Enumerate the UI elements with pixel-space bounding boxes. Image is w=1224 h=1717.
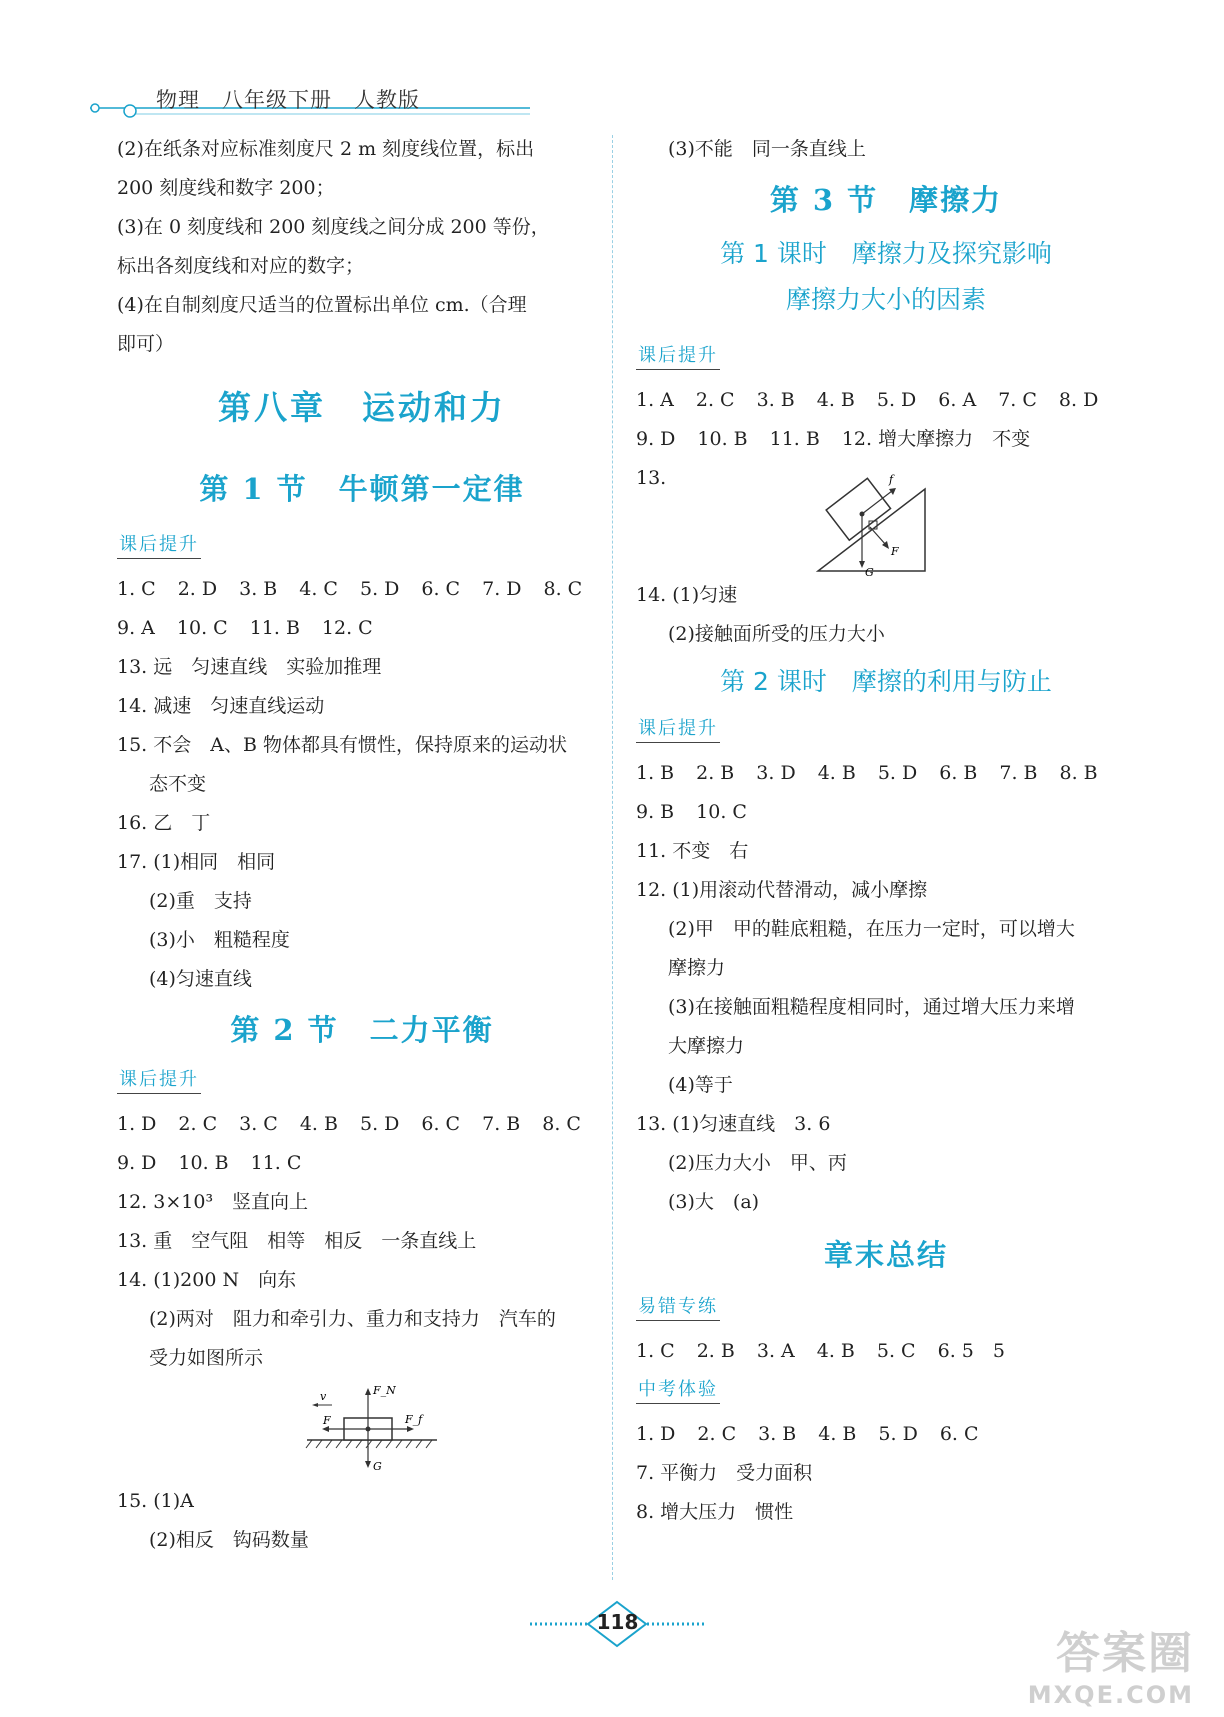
page-number: [530, 1600, 705, 1648]
lesson-title: 摩擦力大小的因素: [785, 285, 986, 314]
lesson-title: 第 1 课时 摩擦力及探究影响: [720, 239, 1052, 268]
text-line: (2)重 支持: [149, 890, 252, 912]
label-f: f: [889, 473, 894, 486]
answer-item: 1. B: [636, 762, 675, 784]
answer-item: 7. B: [482, 1113, 521, 1135]
text-line: 14. 减速 匀速直线运动: [117, 695, 325, 717]
text-line: 7. 平衡力 受力面积: [636, 1462, 813, 1484]
answer-item: 10. B: [697, 428, 748, 450]
text-line: (2)两对 阻力和牵引力、重力和支持力 汽车的: [149, 1308, 556, 1330]
right-column: [636, 130, 1136, 1532]
text-line: (3)大 (a): [668, 1191, 760, 1213]
answer-item: 4. B: [817, 762, 856, 784]
watermark-line1: 答案圈: [1056, 1628, 1194, 1679]
text-line: 15. (1)A: [117, 1490, 194, 1512]
answer-row: [636, 754, 1136, 793]
answer-item: 11. B: [769, 428, 820, 450]
answer-item: 12. C: [321, 617, 373, 639]
force-diagram-incline: [636, 459, 1136, 576]
answer-item: 9. D: [117, 1152, 157, 1174]
answer-item: 2. B: [696, 762, 735, 784]
text-line: 8. 增大压力 惯性: [636, 1501, 794, 1523]
answer-item: 3. D: [756, 762, 796, 784]
text-line: 15. 不会 A、B 物体都具有惯性，保持原来的运动状: [117, 734, 567, 756]
lesson-title: 第 2 课时 摩擦的利用与防止: [720, 667, 1052, 696]
text-line: 12. 3×10³ 竖直向上: [117, 1191, 309, 1213]
section-tag: 课后提升: [636, 716, 720, 743]
answer-item: 11. C: [250, 1152, 302, 1174]
text-line: 200 刻度线和数字 200；: [117, 177, 335, 199]
answer-row: [636, 420, 1136, 459]
answer-item: 9. D: [636, 428, 676, 450]
text-line: 受力如图所示: [149, 1347, 264, 1369]
answer-item: 6. C: [939, 1423, 979, 1445]
answer-item: 2. D: [177, 578, 218, 600]
section-tag: 课后提升: [117, 532, 201, 559]
answer-item: 6. 5 5: [937, 1340, 1005, 1362]
answer-item: 6. C: [421, 1113, 461, 1135]
answer-row: [636, 1332, 1136, 1371]
section-title: 第 3 节 摩擦力: [769, 183, 1003, 217]
watermark: [1028, 1617, 1194, 1709]
answer-item: 2. B: [696, 1340, 735, 1362]
answer-item: 4. B: [816, 1340, 855, 1362]
text-line: (3)在接触面粗糙程度相同时，通过增大压力来增: [668, 996, 1075, 1018]
text-line: (2)在纸条对应标准刻度尺 2 m 刻度线位置，标出: [117, 138, 535, 160]
text-line: 即可）: [117, 333, 175, 355]
section-tag: 课后提升: [117, 1067, 201, 1094]
text-line: 12. (1)用滚动代替滑动，减小摩擦: [636, 879, 928, 901]
answer-item: 3. B: [239, 578, 278, 600]
answer-row: [117, 609, 607, 648]
answer-item: 2. C: [695, 389, 735, 411]
text-line: 13. 远 匀速直线 实验加推理: [117, 656, 382, 678]
answer-item: 1. A: [636, 389, 674, 411]
section-tag: 易错专练: [636, 1294, 720, 1321]
incline-force-figure: [636, 459, 1136, 576]
answer-item: 5. D: [359, 578, 400, 600]
text-line: (4)在自制刻度尺适当的位置标出单位 cm.（合理: [117, 294, 527, 316]
answer-item: 1. C: [636, 1340, 675, 1362]
answer-item: 4. B: [299, 1113, 338, 1135]
answer-item: 7. B: [999, 762, 1038, 784]
answer-item: 8. B: [1059, 762, 1098, 784]
answer-item: 6. C: [421, 578, 461, 600]
label-F: F: [891, 545, 899, 558]
chapter-title: 第八章 运动和力: [218, 388, 506, 427]
answer-item: 7. C: [998, 389, 1037, 411]
page-number-text: 118: [596, 1610, 639, 1634]
answer-item: 3. C: [239, 1113, 278, 1135]
answer-item: 8. C: [542, 1113, 581, 1135]
section-tag: 中考体验: [636, 1377, 720, 1404]
label-f: F: [323, 1414, 331, 1427]
car-force-figure: [117, 1378, 607, 1482]
text-line: (2)压力大小 甲、丙: [668, 1152, 847, 1174]
answer-item: 10. C: [176, 617, 228, 639]
watermark-line2: MXQE.COM: [1027, 1681, 1194, 1709]
section-tag: 课后提升: [636, 343, 720, 370]
answer-item: 10. C: [696, 801, 747, 823]
answer-item: 1. D: [117, 1113, 157, 1135]
answer-item: 1. D: [636, 1423, 676, 1445]
answer-item: 4. B: [816, 389, 855, 411]
text-line: (3)在 0 刻度线和 200 刻度线之间分成 200 等份，: [117, 216, 550, 238]
answer-row: [636, 1415, 1136, 1454]
text-line: 大摩擦力: [668, 1035, 745, 1057]
answer-item: 2. C: [697, 1423, 737, 1445]
answer-item: 8. D: [1058, 389, 1099, 411]
answer-item: 4. B: [818, 1423, 857, 1445]
force-diagram-car: [117, 1378, 607, 1482]
answer-row: [636, 381, 1136, 420]
answer-row: [636, 793, 1136, 832]
answer-row: [117, 1105, 607, 1144]
text-line: 17. (1)相同 相同: [117, 851, 276, 873]
text-line: (2)相反 钩码数量: [149, 1529, 309, 1551]
answer-item: 3. A: [756, 1340, 795, 1362]
text-line: (3)不能 同一条直线上: [668, 138, 866, 160]
text-line: (4)匀速直线: [149, 968, 252, 990]
summary-title: 章末总结: [823, 1238, 948, 1272]
text-line: 13. 重 空气阻 相等 相反 一条直线上: [117, 1230, 477, 1252]
answer-item: 5. D: [877, 762, 918, 784]
answer-item: 5. D: [359, 1113, 400, 1135]
answer-item: 10. B: [178, 1152, 229, 1174]
page-header: [90, 80, 530, 130]
answer-item: 12. 增大摩擦力 不变: [841, 428, 1031, 450]
label-G: G: [865, 566, 874, 576]
text-line: 14. (1)200 N 向东: [117, 1269, 297, 1291]
text-line: 摩擦力: [668, 957, 726, 979]
answer-row: [117, 1144, 607, 1183]
answer-item: 4. C: [299, 578, 338, 600]
answer-item: 6. A: [938, 389, 977, 411]
answer-item: 9. B: [636, 801, 675, 823]
answer-item: 1. C: [117, 578, 156, 600]
label-fn: F_N: [373, 1384, 396, 1397]
answer-item: 3. B: [756, 389, 795, 411]
text-line: 13. (1)匀速直线 3. 6: [636, 1113, 831, 1135]
text-line: 16. 乙 丁: [117, 812, 211, 834]
answer-item: 7. D: [482, 578, 522, 600]
label-g: G: [373, 1460, 382, 1473]
answer-item: 3. B: [758, 1423, 797, 1445]
answer-item: 2. C: [178, 1113, 218, 1135]
answer-item: 11. B: [249, 617, 300, 639]
text-line: (2)甲 甲的鞋底粗糙，在压力一定时，可以增大: [668, 918, 1075, 940]
answer-item: 9. A: [117, 617, 155, 639]
label-ft: F_f: [405, 1413, 423, 1426]
answer-item: 6. B: [939, 762, 978, 784]
text-line: 标出各刻度线和对应的数字；: [117, 255, 365, 277]
answer-row: [117, 570, 607, 609]
label-v: v: [320, 1390, 327, 1403]
text-line: 11. 不变 右: [636, 840, 749, 862]
text-line: (3)小 粗糙程度: [149, 929, 290, 951]
text-line: (2)接触面所受的压力大小: [668, 623, 885, 645]
text-line: 13.: [636, 467, 667, 489]
left-column: [117, 130, 607, 1560]
column-divider: [612, 135, 613, 1580]
answer-item: 5. D: [878, 1423, 918, 1445]
section-title: 第 1 节 牛顿第一定律: [199, 472, 525, 506]
answer-item: 5. C: [876, 1340, 916, 1362]
text-line: 14. (1)匀速: [636, 584, 738, 606]
answer-item: 5. D: [876, 389, 917, 411]
section-title: 第 2 节 二力平衡: [230, 1013, 494, 1047]
header-title: 物理 八年级下册 人教版: [156, 88, 420, 112]
text-line: 态不变: [149, 773, 207, 795]
text-line: (4)等于: [668, 1074, 733, 1096]
answer-item: 8. C: [543, 578, 583, 600]
